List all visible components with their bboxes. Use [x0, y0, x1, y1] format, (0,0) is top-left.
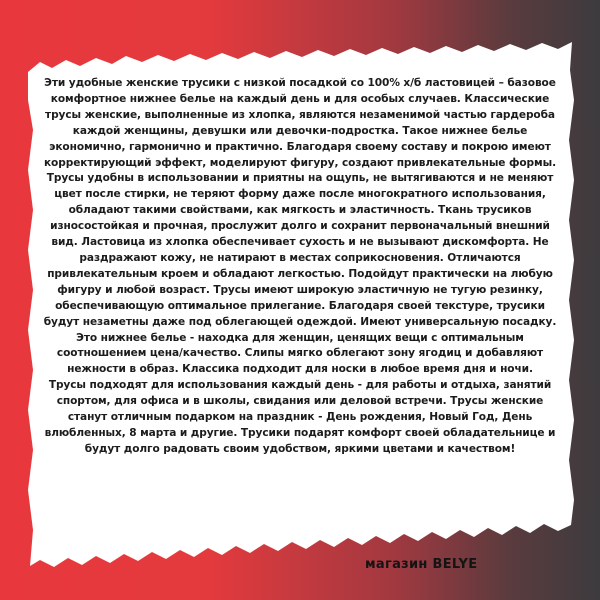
shop-label: магазин BELYE: [365, 557, 478, 572]
description-paragraph-1: Эти удобные женские трусики с низкой посадкой со 100% х/б ластовицей – базовое комфортное нижнее белье на каждый день и для особых случаев. Классические трусы женские, выполненные из хлопка, являются незаменимой частью гардероба каждой женщины, девушки или девочки-подростка. Такое нижнее белье экономично, гармонично и практично. Благодаря своему составу и покрою имеют корректирующий эффект, моделируют фигуру, создают привлекательные формы. Трусы удобны в использовании и приятны на ощупь, не вытягиваются и не меняют цвет после стирки, не теряют форму даже после многократного использования, обладают такими свойствами, как мягкость и эластичность. Ткань трусиков износостойкая и прочная, прослужит долго и сохранит первоначальный внешний вид. Ластовица из хлопка обеспечивает сухость и не вызывают дискомфорта. Не раздражают кожу, не натирают в местах соприкосновения. Отличаются привлекательным кроем и обладают легкостью. Подойдут практически на любую фигуру и любой возраст. Трусы имеют широкую эластичную не тугую резинку, обеспечивающую оптимальное прилегание. Благодаря своей текстуре, трусики будут незаметны даже под облегающей одеждой. Имеют универсальную посадку. Это нижнее белье - находка для женщин, ценящих вещи с оптимальным соотношением цена/качество. Слипы мягко облегают зону ягодиц и добавляют нежности в образ. Классика подходит для носки в любое время дня и ночи.: [43, 77, 557, 376]
description-paragraph-2: Трусы подходят для использования каждый день - для работы и отдыха, занятий спортом, для офиса и в школы, свидания или деловой встречи. Трусы женские станут отличным подарком на праздник - День рождения, Новый Год, День влюбленных, 8 марта и другие. Трусики подарят комфорт своей обладательнице и будут долго радовать своим удобством, яркими цветами и качеством!: [44, 379, 556, 455]
product-description: [40, 76, 560, 458]
